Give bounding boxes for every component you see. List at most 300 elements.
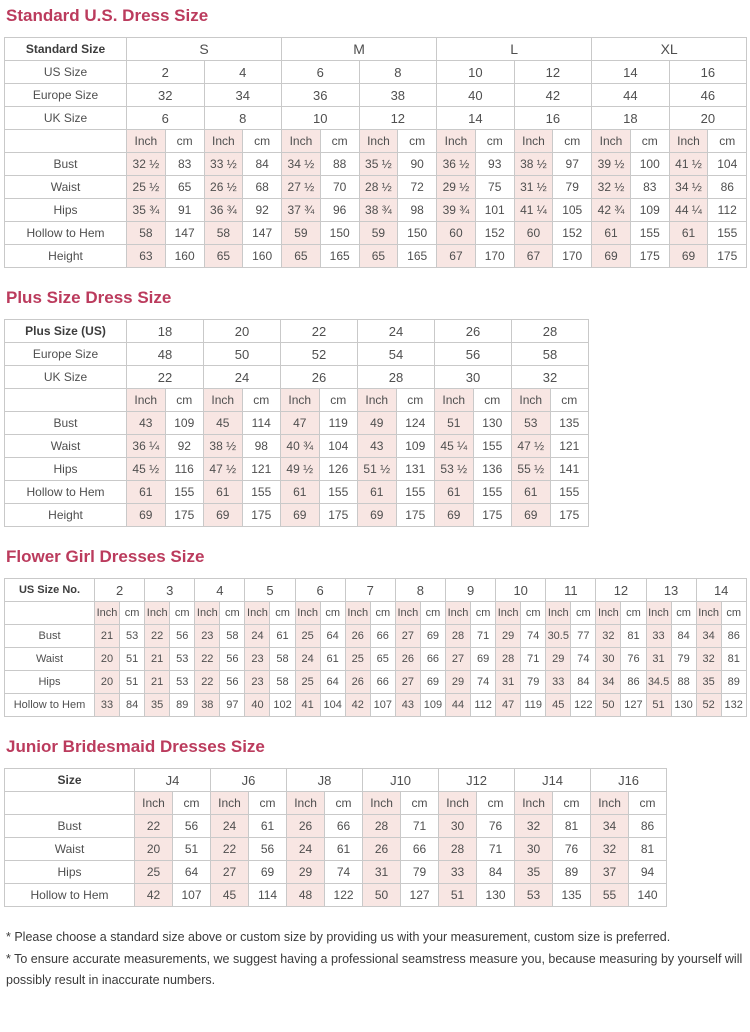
measurement-cell: 127	[401, 884, 439, 907]
cm-unit-header: cm	[671, 602, 696, 625]
measurement-cell: 175	[708, 245, 747, 268]
size-header-cell: J12	[439, 769, 515, 792]
measurement-cell: 30.5	[546, 625, 571, 648]
measurement-cell: 132	[721, 694, 746, 717]
measurement-cell: 83	[165, 153, 204, 176]
cm-unit-header: cm	[320, 130, 359, 153]
measurement-cell: 155	[473, 481, 512, 504]
table-row	[5, 504, 589, 527]
measurement-cell: 67	[514, 245, 553, 268]
measurement-cell: 51	[439, 884, 477, 907]
size-header-cell: 7	[345, 579, 395, 602]
cm-unit-header: cm	[120, 602, 145, 625]
measurement-cell: 116	[165, 458, 204, 481]
measurement-cell: 152	[475, 222, 514, 245]
table-row	[5, 412, 589, 435]
measurement-cell: 35 ¾	[127, 199, 166, 222]
size-header-cell: J16	[591, 769, 667, 792]
measurement-cell: 32	[591, 838, 629, 861]
size-header-cell: 24	[358, 320, 435, 343]
measurement-cell: 45	[211, 884, 249, 907]
measurement-cell: 25	[295, 625, 320, 648]
cm-unit-header: cm	[325, 792, 363, 815]
measurement-cell: 58	[270, 671, 295, 694]
measurement-cell: 121	[550, 435, 589, 458]
measurement-cell: 48	[287, 884, 325, 907]
measurement-cell: 81	[629, 838, 667, 861]
size-header-cell: 40	[437, 84, 515, 107]
size-header-cell: 6	[282, 61, 360, 84]
cm-unit-header: cm	[243, 130, 282, 153]
table-row	[5, 815, 667, 838]
measurement-cell: 51	[646, 694, 671, 717]
measurement-cell: 41	[295, 694, 320, 717]
measurement-cell: 26	[345, 671, 370, 694]
measurement-cell: 30	[439, 815, 477, 838]
measurement-cell: 69	[281, 504, 320, 527]
measurement-cell: 66	[401, 838, 439, 861]
measurement-cell: 27 ½	[282, 176, 321, 199]
measurement-cell: 25	[135, 861, 173, 884]
flower-girl-dresses-size-table	[4, 578, 747, 717]
row-label: Size	[5, 769, 135, 792]
measurement-cell: 35	[515, 861, 553, 884]
measurement-cell: 89	[170, 694, 195, 717]
size-header-cell: 30	[435, 366, 512, 389]
measurement-cell: 170	[553, 245, 592, 268]
measurement-cell: 74	[521, 625, 546, 648]
cm-unit-header: cm	[420, 602, 445, 625]
measurement-cell: 69	[512, 504, 551, 527]
measurement-cell: 84	[477, 861, 515, 884]
inch-unit-header: Inch	[211, 792, 249, 815]
measurement-cell: 155	[319, 481, 358, 504]
cm-unit-header: cm	[220, 602, 245, 625]
size-header-cell: 12	[514, 61, 592, 84]
measurement-cell: 34	[591, 815, 629, 838]
measurement-cell: 130	[671, 694, 696, 717]
cm-unit-header: cm	[401, 792, 439, 815]
measurement-cell: 175	[550, 504, 589, 527]
measurement-cell: 45	[546, 694, 571, 717]
measurement-cell: 33	[546, 671, 571, 694]
inch-unit-header: Inch	[512, 389, 551, 412]
size-header-cell: 48	[127, 343, 204, 366]
cm-unit-header: cm	[521, 602, 546, 625]
measurement-cell: 38 ½	[204, 435, 243, 458]
measurement-cell: 34 ½	[282, 153, 321, 176]
measurement-cell: 25 ½	[127, 176, 166, 199]
row-label: Hollow to Hem	[5, 222, 127, 245]
inch-unit-header: Inch	[204, 130, 243, 153]
measurement-cell: 71	[471, 625, 496, 648]
measurement-cell: 51	[435, 412, 474, 435]
size-header-cell: J14	[515, 769, 591, 792]
inch-unit-header: Inch	[287, 792, 325, 815]
size-group-header: S	[127, 38, 282, 61]
cm-unit-header: cm	[629, 792, 667, 815]
inch-unit-header: Inch	[195, 602, 220, 625]
table-row	[5, 245, 747, 268]
inch-unit-header: Inch	[145, 602, 170, 625]
measurement-cell: 107	[173, 884, 211, 907]
measurement-cell: 98	[242, 435, 281, 458]
size-header-cell: 12	[596, 579, 646, 602]
measurement-cell: 51 ½	[358, 458, 397, 481]
measurement-cell: 65	[204, 245, 243, 268]
size-header-cell: 4	[195, 579, 245, 602]
cm-unit-header: cm	[249, 792, 287, 815]
measurement-cell: 58	[270, 648, 295, 671]
size-header-cell: 54	[358, 343, 435, 366]
measurement-cell: 122	[325, 884, 363, 907]
cm-unit-header: cm	[473, 389, 512, 412]
row-label: Hips	[5, 861, 135, 884]
inch-unit-header: Inch	[204, 389, 243, 412]
measurement-cell: 24	[211, 815, 249, 838]
plus-size-dress-size-table	[4, 319, 589, 527]
measurement-cell: 92	[165, 435, 204, 458]
measurement-cell: 70	[320, 176, 359, 199]
measurement-cell: 104	[319, 435, 358, 458]
measurement-cell: 30	[515, 838, 553, 861]
size-group-header: XL	[592, 38, 747, 61]
measurement-cell: 45 ¼	[435, 435, 474, 458]
cm-unit-header: cm	[571, 602, 596, 625]
measurement-cell: 69	[127, 504, 166, 527]
measurement-cell: 43	[358, 435, 397, 458]
measurement-cell: 65	[282, 245, 321, 268]
measurement-cell: 32 ½	[592, 176, 631, 199]
size-group-header: L	[437, 38, 592, 61]
measurement-cell: 60	[437, 222, 476, 245]
measurement-cell: 69	[420, 625, 445, 648]
measurement-cell: 93	[475, 153, 514, 176]
measurement-cell: 41 ½	[669, 153, 708, 176]
size-header-cell: 9	[445, 579, 495, 602]
section-standard-us	[4, 6, 746, 268]
row-label: Hollow to Hem	[5, 481, 127, 504]
measurement-cell: 43	[127, 412, 166, 435]
measurement-cell: 136	[473, 458, 512, 481]
measurement-cell: 112	[471, 694, 496, 717]
size-header-cell: 52	[281, 343, 358, 366]
measurement-cell: 61	[204, 481, 243, 504]
measurement-cell: 27	[445, 648, 470, 671]
size-header-cell: 18	[592, 107, 670, 130]
inch-unit-header: Inch	[95, 602, 120, 625]
measurement-cell: 53	[170, 671, 195, 694]
measurement-cell: 71	[401, 815, 439, 838]
cm-unit-header: cm	[708, 130, 747, 153]
measurement-cell: 22	[195, 671, 220, 694]
size-header-cell: 4	[204, 61, 282, 84]
measurement-cell: 23	[195, 625, 220, 648]
size-header-cell: 58	[512, 343, 589, 366]
measurement-cell: 31	[363, 861, 401, 884]
measurement-cell: 51	[120, 648, 145, 671]
size-header-cell: 32	[512, 366, 589, 389]
table-row	[5, 153, 747, 176]
measurement-cell: 20	[95, 648, 120, 671]
measurement-cell: 147	[243, 222, 282, 245]
measurement-cell: 155	[630, 222, 669, 245]
measurement-cell: 101	[475, 199, 514, 222]
junior-bridesmaid-table-container	[4, 768, 746, 907]
footnotes	[4, 927, 746, 992]
measurement-cell: 119	[319, 412, 358, 435]
section-title-plus-size: Plus Size Dress Size	[6, 288, 172, 307]
row-label: Waist	[5, 648, 95, 671]
measurement-cell: 170	[475, 245, 514, 268]
measurement-cell: 40 ¾	[281, 435, 320, 458]
size-header-cell: 36	[282, 84, 360, 107]
size-header-cell: 10	[496, 579, 546, 602]
measurement-cell: 84	[671, 625, 696, 648]
measurement-cell: 109	[630, 199, 669, 222]
inch-unit-header: Inch	[439, 792, 477, 815]
footnote-custom-size: * Please choose a standard size above or custom size by providing us with your measurement, custom size is preferred.	[6, 930, 671, 944]
measurement-cell: 69	[249, 861, 287, 884]
measurement-cell: 96	[320, 199, 359, 222]
row-label-empty	[5, 602, 95, 625]
row-label: Height	[5, 504, 127, 527]
table-row	[5, 481, 589, 504]
table-row	[5, 648, 747, 671]
cm-unit-header: cm	[170, 602, 195, 625]
footnote-seamstress: * To ensure accurate measurements, we suggest having a professional seamstress measure you, because measuring by yourself will possibly result in inaccurate numbers.	[6, 951, 743, 987]
cm-unit-header: cm	[477, 792, 515, 815]
measurement-cell: 66	[420, 648, 445, 671]
measurement-cell: 53 ½	[435, 458, 474, 481]
measurement-cell: 30	[596, 648, 621, 671]
table-row	[5, 199, 747, 222]
measurement-cell: 21	[145, 648, 170, 671]
table-row	[5, 861, 667, 884]
measurement-cell: 24	[295, 648, 320, 671]
cm-unit-header: cm	[242, 389, 281, 412]
inch-unit-header: Inch	[135, 792, 173, 815]
row-label: Europe Size	[5, 84, 127, 107]
measurement-cell: 53	[120, 625, 145, 648]
standard-size-table-container	[4, 37, 746, 268]
measurement-cell: 86	[629, 815, 667, 838]
measurement-cell: 61	[249, 815, 287, 838]
inch-unit-header: Inch	[345, 602, 370, 625]
measurement-cell: 38 ¾	[359, 199, 398, 222]
junior-bridesmaid-dresses-size-table	[4, 768, 667, 907]
measurement-cell: 61	[592, 222, 631, 245]
row-label: Bust	[5, 153, 127, 176]
measurement-cell: 76	[621, 648, 646, 671]
measurement-cell: 130	[473, 412, 512, 435]
measurement-cell: 61	[270, 625, 295, 648]
measurement-cell: 41 ¼	[514, 199, 553, 222]
row-label: Hips	[5, 199, 127, 222]
measurement-cell: 76	[477, 815, 515, 838]
measurement-cell: 58	[220, 625, 245, 648]
measurement-cell: 175	[242, 504, 281, 527]
size-header-cell: 14	[696, 579, 746, 602]
cm-unit-header: cm	[396, 389, 435, 412]
row-label: Standard Size	[5, 38, 127, 61]
measurement-cell: 26 ½	[204, 176, 243, 199]
size-header-cell: 26	[281, 366, 358, 389]
measurement-cell: 27	[211, 861, 249, 884]
table-row	[5, 458, 589, 481]
size-header-cell: 42	[514, 84, 592, 107]
measurement-cell: 33	[439, 861, 477, 884]
row-label: Hips	[5, 671, 95, 694]
row-label: UK Size	[5, 107, 127, 130]
measurement-cell: 84	[120, 694, 145, 717]
measurement-cell: 39 ¾	[437, 199, 476, 222]
size-header-cell: 6	[127, 107, 205, 130]
measurement-cell: 150	[320, 222, 359, 245]
size-header-cell: 50	[204, 343, 281, 366]
size-header-cell: 18	[127, 320, 204, 343]
measurement-cell: 32	[515, 815, 553, 838]
inch-unit-header: Inch	[514, 130, 553, 153]
row-label: UK Size	[5, 366, 127, 389]
inch-unit-header: Inch	[127, 389, 166, 412]
cm-unit-header: cm	[553, 792, 591, 815]
measurement-cell: 32	[596, 625, 621, 648]
size-header-cell: 2	[95, 579, 145, 602]
measurement-cell: 100	[630, 153, 669, 176]
measurement-cell: 20	[95, 671, 120, 694]
inch-unit-header: Inch	[445, 602, 470, 625]
measurement-cell: 39 ½	[592, 153, 631, 176]
measurement-cell: 160	[165, 245, 204, 268]
inch-unit-header: Inch	[281, 389, 320, 412]
row-label: Plus Size (US)	[5, 320, 127, 343]
measurement-cell: 69	[471, 648, 496, 671]
inch-unit-header: Inch	[591, 792, 629, 815]
size-group-header: M	[282, 38, 437, 61]
measurement-cell: 29	[445, 671, 470, 694]
measurement-cell: 35	[145, 694, 170, 717]
measurement-cell: 36 ½	[437, 153, 476, 176]
inch-unit-header: Inch	[515, 792, 553, 815]
size-header-cell: 12	[359, 107, 437, 130]
measurement-cell: 47 ½	[204, 458, 243, 481]
measurement-cell: 86	[621, 671, 646, 694]
measurement-cell: 28	[439, 838, 477, 861]
row-label: Height	[5, 245, 127, 268]
table-row	[5, 222, 747, 245]
measurement-cell: 37	[591, 861, 629, 884]
row-label-empty	[5, 130, 127, 153]
measurement-cell: 26	[287, 815, 325, 838]
measurement-cell: 109	[420, 694, 445, 717]
measurement-cell: 155	[396, 481, 435, 504]
size-chart-page	[4, 6, 746, 992]
measurement-cell: 51	[173, 838, 211, 861]
cm-unit-header: cm	[370, 602, 395, 625]
measurement-cell: 56	[249, 838, 287, 861]
measurement-cell: 38 ½	[514, 153, 553, 176]
size-header-cell: J4	[135, 769, 211, 792]
measurement-cell: 84	[243, 153, 282, 176]
inch-unit-header: Inch	[435, 389, 474, 412]
measurement-cell: 89	[721, 671, 746, 694]
measurement-cell: 33	[95, 694, 120, 717]
inch-unit-header: Inch	[669, 130, 708, 153]
row-label: Waist	[5, 838, 135, 861]
size-header-cell: 26	[435, 320, 512, 343]
measurement-cell: 37 ¾	[282, 199, 321, 222]
measurement-cell: 81	[621, 625, 646, 648]
measurement-cell: 36 ¼	[127, 435, 166, 458]
size-header-cell: 38	[359, 84, 437, 107]
measurement-cell: 55 ½	[512, 458, 551, 481]
inch-unit-header: Inch	[295, 602, 320, 625]
size-header-cell: 3	[145, 579, 195, 602]
row-label: Bust	[5, 815, 135, 838]
measurement-cell: 155	[708, 222, 747, 245]
cm-unit-header: cm	[553, 130, 592, 153]
size-header-cell: 22	[127, 366, 204, 389]
size-header-cell: J8	[287, 769, 363, 792]
measurement-cell: 89	[553, 861, 591, 884]
measurement-cell: 69	[358, 504, 397, 527]
size-header-cell: 11	[546, 579, 596, 602]
cm-unit-header: cm	[165, 130, 204, 153]
measurement-cell: 49	[358, 412, 397, 435]
measurement-cell: 150	[398, 222, 437, 245]
measurement-cell: 71	[477, 838, 515, 861]
standard-us-dress-size-table	[4, 37, 747, 268]
size-header-cell: 16	[669, 61, 747, 84]
row-label: US Size No.	[5, 579, 95, 602]
cm-unit-header: cm	[721, 602, 746, 625]
measurement-cell: 175	[396, 504, 435, 527]
size-header-cell: 20	[669, 107, 747, 130]
size-header-cell: 10	[282, 107, 360, 130]
measurement-cell: 21	[95, 625, 120, 648]
measurement-cell: 76	[553, 838, 591, 861]
size-header-cell: 8	[359, 61, 437, 84]
measurement-cell: 119	[521, 694, 546, 717]
measurement-cell: 66	[370, 625, 395, 648]
measurement-cell: 75	[475, 176, 514, 199]
inch-unit-header: Inch	[127, 130, 166, 153]
measurement-cell: 58	[127, 222, 166, 245]
measurement-cell: 56	[220, 671, 245, 694]
measurement-cell: 22	[195, 648, 220, 671]
inch-unit-header: Inch	[496, 602, 521, 625]
measurement-cell: 64	[320, 625, 345, 648]
measurement-cell: 130	[477, 884, 515, 907]
measurement-cell: 34	[696, 625, 721, 648]
measurement-cell: 32 ½	[127, 153, 166, 176]
table-row	[5, 838, 667, 861]
measurement-cell: 175	[630, 245, 669, 268]
measurement-cell: 97	[553, 153, 592, 176]
measurement-cell: 29	[496, 625, 521, 648]
measurement-cell: 21	[145, 671, 170, 694]
size-header-cell: 6	[295, 579, 345, 602]
measurement-cell: 33 ½	[204, 153, 243, 176]
table-row	[5, 176, 747, 199]
size-header-cell: 56	[435, 343, 512, 366]
measurement-cell: 27	[395, 625, 420, 648]
measurement-cell: 34	[596, 671, 621, 694]
row-label-empty	[5, 792, 135, 815]
measurement-cell: 112	[708, 199, 747, 222]
measurement-cell: 155	[550, 481, 589, 504]
